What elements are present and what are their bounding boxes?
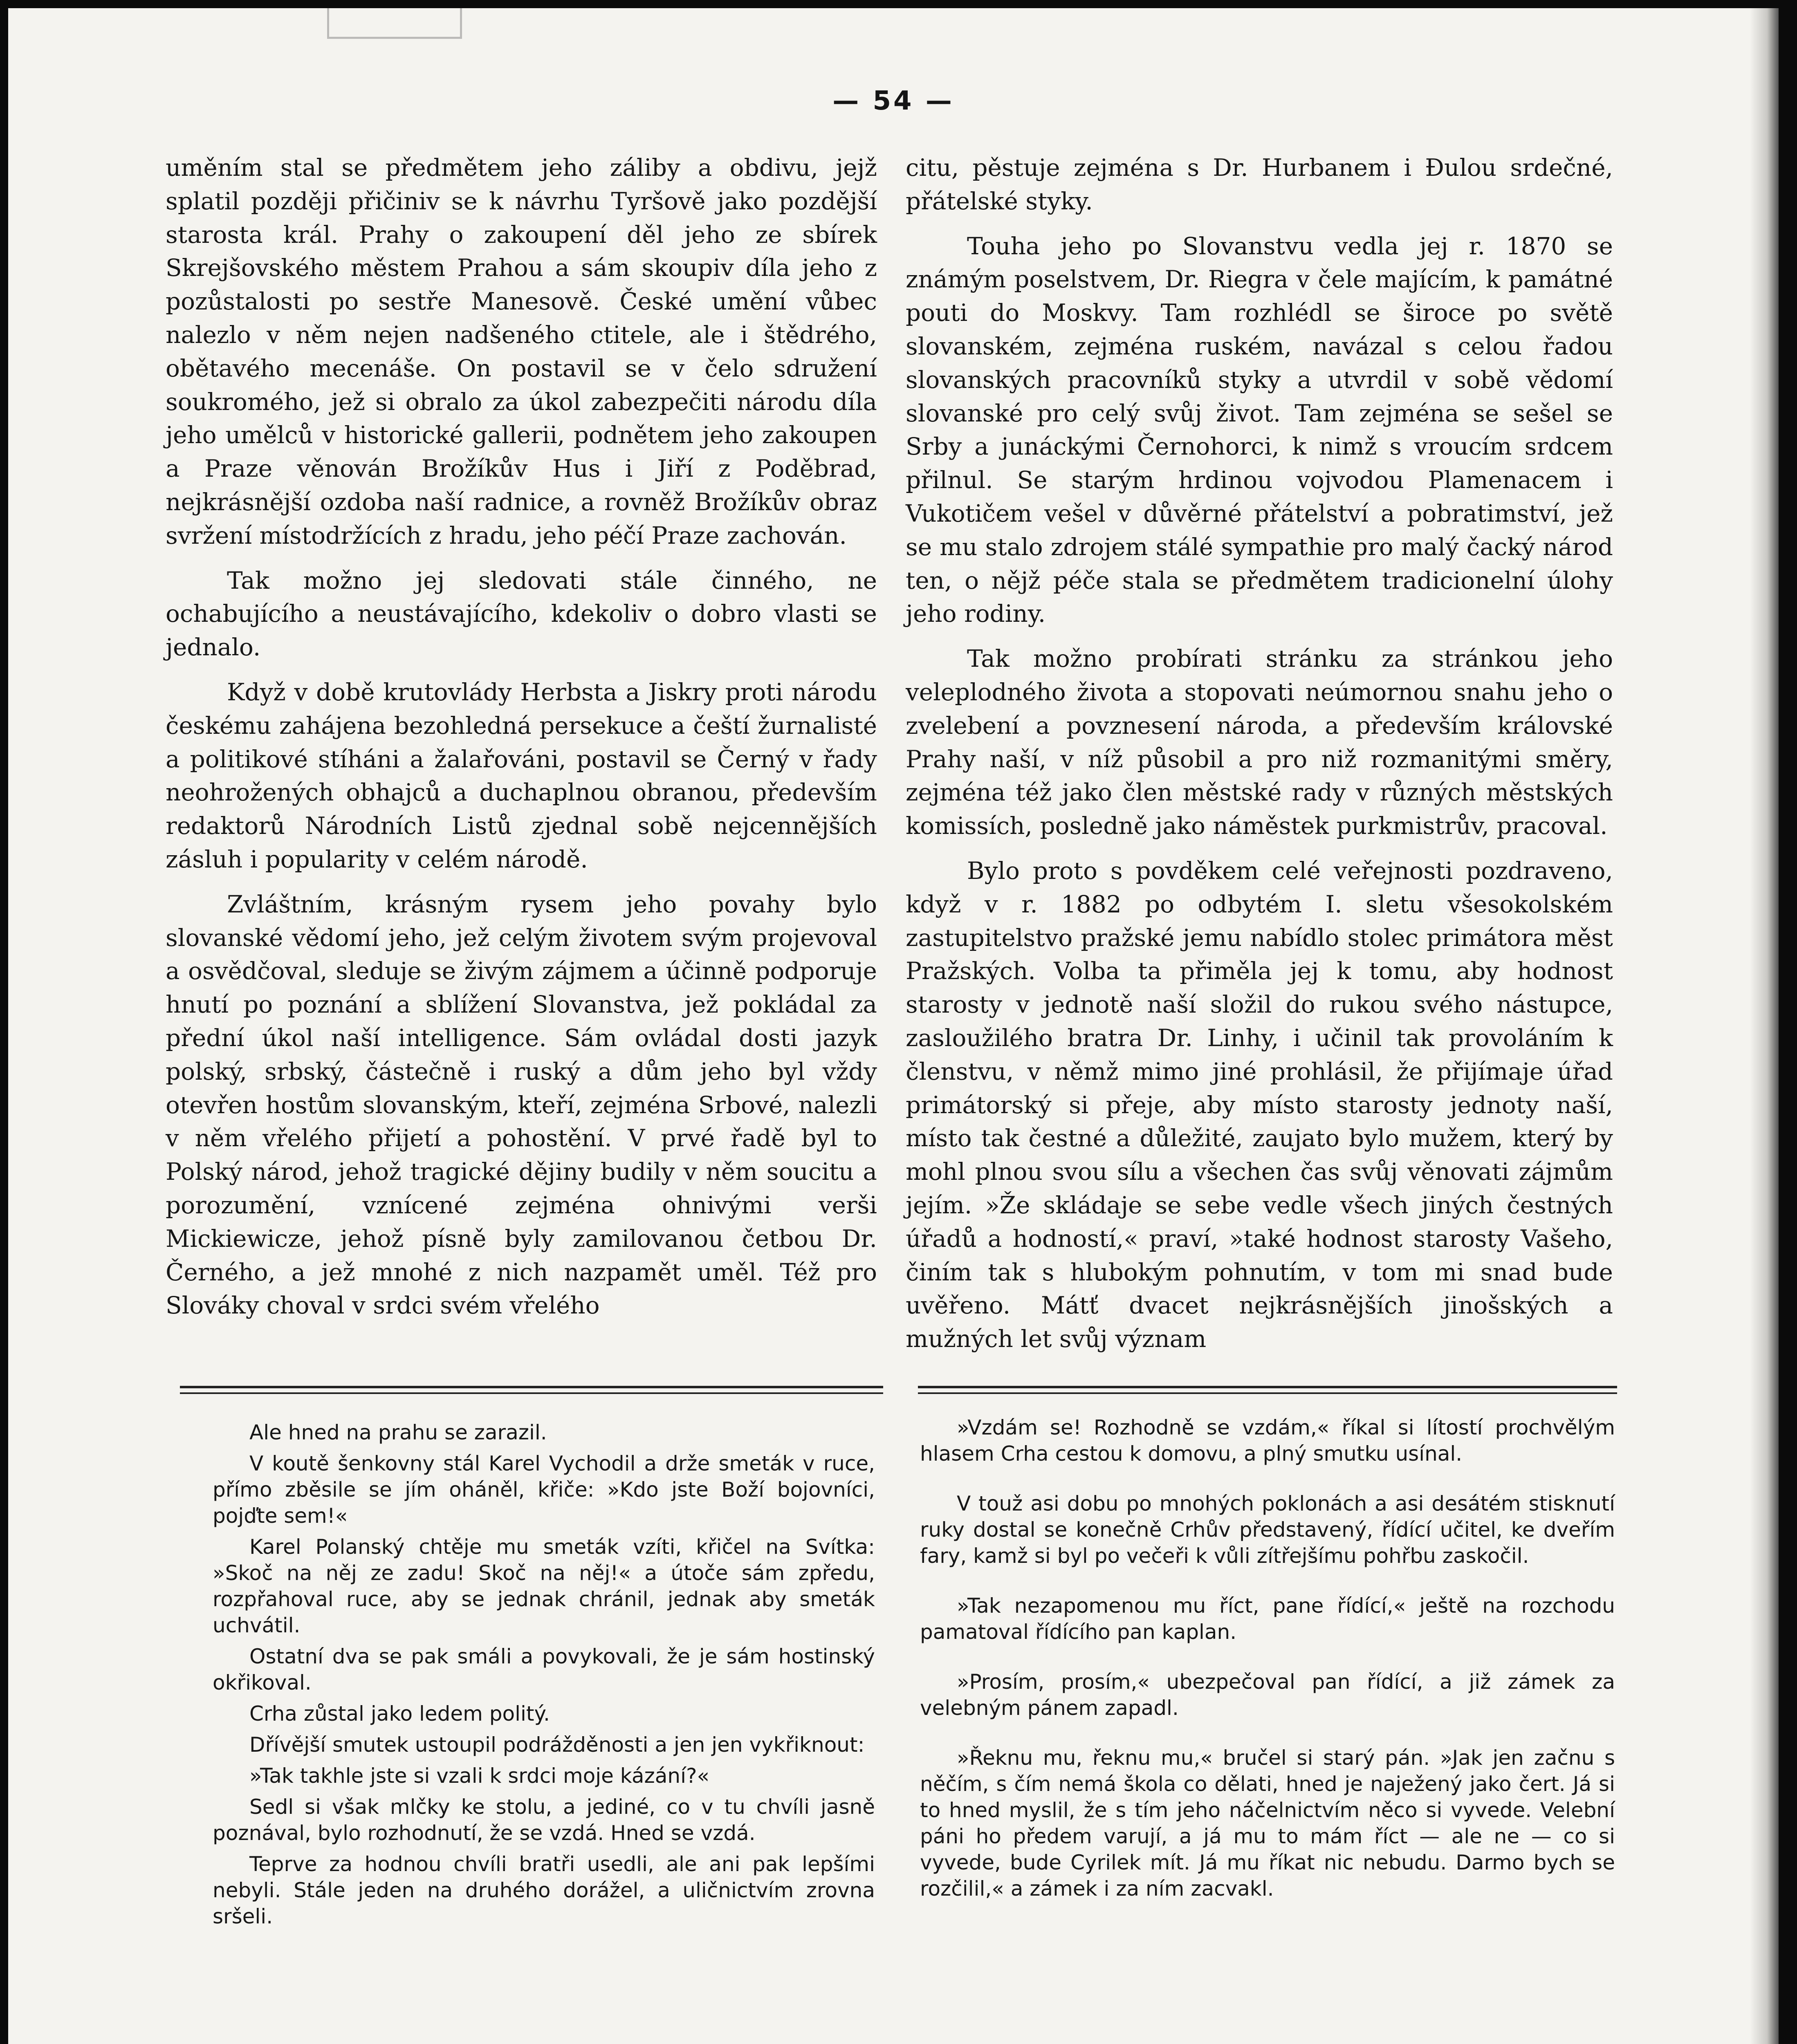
section-divider	[918, 1392, 1617, 1394]
story-paragraph: V touž asi dobu po mnohých poklonách a asi desátém stisknutí ruky dostal se konečně Crhův představený, řídící učitel, ke dveřím fary, kamž si byl po večeři k vůli zítřejšímu pohřbu zaskočil.	[920, 1492, 1615, 1568]
story-paragraph: V koutě šenkovny stál Karel Vychodil a drže smeták v ruce, přímo zběsile se jím oháněl, křiče: »Kdo jste Boží bojovníci, pojďte sem!«	[213, 1452, 875, 1528]
story-left-column	[213, 1414, 875, 1930]
story-paragraph: »Řeknu mu, řeknu mu,« bručel si starý pán. »Jak jen začnu s něčím, s čím nemá škola co dělati, hned je naježený jako čert. Já si to hned myslil, že s tím jeho náčelnictvím něco si vyvede. Velební páni ho předem varují, a já mu to mám říct — ale ne — co si vyvede, bude Cyrilek mít. Já mu říkat nic nebudu. Darmo bych se rozčilil,« a zámek i za ním zacvakl.	[920, 1746, 1615, 1901]
page-edge-shadow	[1750, 8, 1779, 2044]
story-paragraph: »Prosím, prosím,« ubezpečoval pan řídící, a již zámek za velebným pánem zapadl.	[920, 1670, 1615, 1720]
article-paragraph: Zvláštním, krásným rysem jeho povahy bylo slovanské vědomí jeho, jež celým životem svým projevoval a osvědčoval, sleduje se živým zájmem a účinně podporuje hnutí po poznání a sblížení Slovanstva, jež pokládal za přední úkol naší intelligence. Sám ovládal dosti jazyk polský, srbský, částečně i ruský a dům jeho byl vždy otevřen hostům slovanským, kteří, zejména Srbové, nalezli v něm vřelého přijetí a pohostění. V prvé řadě byl to Polský národ, jehož tragické dějiny budily v něm soucitu a porozumění, vznícené zejména ohnivými verši Mickiewicze, jehož písně byly zamilovanou četbou Dr. Černého, a jež mnohé z nich nazpamět uměl. Též pro Slováky choval v srdci svém vřelého	[166, 890, 877, 1320]
article-right-column	[906, 151, 1613, 1356]
story-paragraph: »Tak takhle jste si vzali k srdci moje kázání?«	[249, 1764, 710, 1788]
article-paragraph: Tak možno jej sledovati stále činného, ne ochabujícího a neustávajícího, kdekoliv o dobro vlasti se jednalo.	[166, 566, 877, 661]
article-paragraph: Tak možno probírati stránku za stránkou jeho veleplodného života a stopovati neúmornou snahu jeho o zvelebení a povznesení národa, a především královské Prahy naší, v níž působil a pro niž rozmanitými směry, zejména též jako člen městské rady v různých městských komissích, posledně jako náměstek purkmistrův, pracoval.	[906, 645, 1613, 840]
article-left-column	[166, 151, 877, 1322]
story-paragraph: Crha zůstal jako ledem politý.	[249, 1702, 550, 1726]
page-number: — 54 —	[832, 86, 954, 116]
story-paragraph: Ostatní dva se pak smáli a povykovali, že je sám hostinský okřikoval.	[213, 1645, 875, 1694]
newspaper-page	[8, 8, 1779, 2044]
story-paragraph: Ale hned na prahu se zarazil.	[249, 1421, 547, 1444]
story-paragraph: Teprve za hodnou chvíli bratři usedli, ale ani pak lepšími nebyli. Stále jeden na druhého dorážel, a uličnictvím zrovna sršeli.	[213, 1852, 875, 1928]
article-paragraph: citu, pěstuje zejména s Dr. Hurbanem i Đulou srdečné, přátelské styky.	[906, 154, 1613, 215]
section-divider	[180, 1392, 883, 1394]
article-paragraph: Touha jeho po Slovanstvu vedla jej r. 1870 se známým poselstvem, Dr. Riegra v čele majícím, k památné pouti do Moskvy. Tam rozhlédl se široce po světě slovanském, zejména ruském, navázal s celou řadou slovanských pracovníků styky a utvrdil v sobě vědomí slovanské pro celý svůj život. Tam zejména se sešel se Srby a junáckými Černohorci, k nimž s vroucím srdcem přilnul. Se starým hrdinou vojvodou Plamenacem i Vukotičem vešel v důvěrné přátelství a pobratimství, jež se mu stalo zdrojem stálé sympathie pro malý čacký národ ten, o nějž péče stala se předmětem tradicionelní úlohy jeho rodiny.	[906, 232, 1613, 628]
section-divider	[918, 1386, 1617, 1388]
story-paragraph: Dřívější smutek ustoupil podrážděnosti a jen jen vykřiknout:	[249, 1733, 865, 1757]
section-divider	[180, 1386, 883, 1388]
story-paragraph: »Tak nezapomenou mu říct, pane řídící,« ještě na rozchodu pamatoval řídícího pan kaplan.	[920, 1594, 1615, 1644]
story-paragraph: »Vzdám se! Rozhodně se vzdám,« říkal si lítostí prochvělým hlasem Crha cestou k domovu, a plný smutku usínal.	[920, 1416, 1615, 1466]
scan-mark	[327, 8, 462, 39]
story-paragraph: Sedl si však mlčky ke stolu, a jediné, co v tu chvíli jasně poznával, bylo rozhodnutí, že se vzdá. Hned se vzdá.	[213, 1795, 875, 1845]
story-right-column	[920, 1414, 1615, 1902]
story-paragraph: Karel Polanský chtěje mu smeták vzíti, křičel na Svítka: »Skoč na něj ze zadu! Skoč na něj!« a útoče sám zpředu, rozpřahoval ruce, aby se jednak chránil, jednak aby smeták uchvátil.	[213, 1535, 875, 1637]
article-paragraph: Bylo proto s povděkem celé veřejnosti pozdraveno, když v r. 1882 po odbytém I. sletu všesokolském zastupitelstvo pražské jemu nabídlo stolec primátora měst Pražských. Volba ta přiměla jej k tomu, aby hodnost starosty v jednotě naší složil do rukou svého nástupce, zasloužilého bratra Dr. Linhy, i učinil tak provoláním k členstvu, v němž mimo jiné prohlásil, že přijímaje úřad primátorský si přeje, aby místo starosty jednoty naší, místo tak čestné a důležité, zaujato bylo mužem, který by mohl plnou svou sílu a všechen čas svůj věnovati zájmům jejím. »Že skládaje se sebe vedle všech jiných čestných úřadů a hodností,« praví, »také hodnost starosty Vašeho, činím tak s hlubokým pohnutím, v tom mi snad bude uvěřeno. Mátť dvacet nejkrásnějších jinošských a mužných let svůj význam	[906, 856, 1613, 1353]
article-paragraph: Když v době krutovlády Herbsta a Jiskry proti národu českému zahájena bezohledná persekuce a čeští žurnalisté a politikové stíháni a žalařováni, postavil se Černý v řady neohrožených obhajců a duchaplnou obranou, především redaktorů Národních Listů zjednal sobě nejcennějších zásluh i popularity v celém národě.	[166, 678, 877, 873]
article-paragraph: uměním stal se předmětem jeho záliby a obdivu, jejž splatil později přičiniv se k návrhu Tyršově jako pozdější starosta král. Prahy o zakoupení děl jeho ze sbírek Skrejšovského městem Prahou a sám skoupiv díla jeho z pozůstalosti po sestře Manesově. České umění vůbec nalezlo v něm nejen nadšeného ctitele, ale i štědrého, obětavého mecenáše. On postavil se v čelo sdružení soukromého, jež si obralo za úkol zabezpečiti národu díla jeho umělců v historické gallerii, podnětem jeho zakoupen a Praze věnován Brožíkův Hus i Jiří z Poděbrad, nejkrásnější ozdoba naší radnice, a rovněž Brožíkův obraz svržení místodržících z hradu, jeho péčí Praze zachován.	[166, 154, 877, 549]
